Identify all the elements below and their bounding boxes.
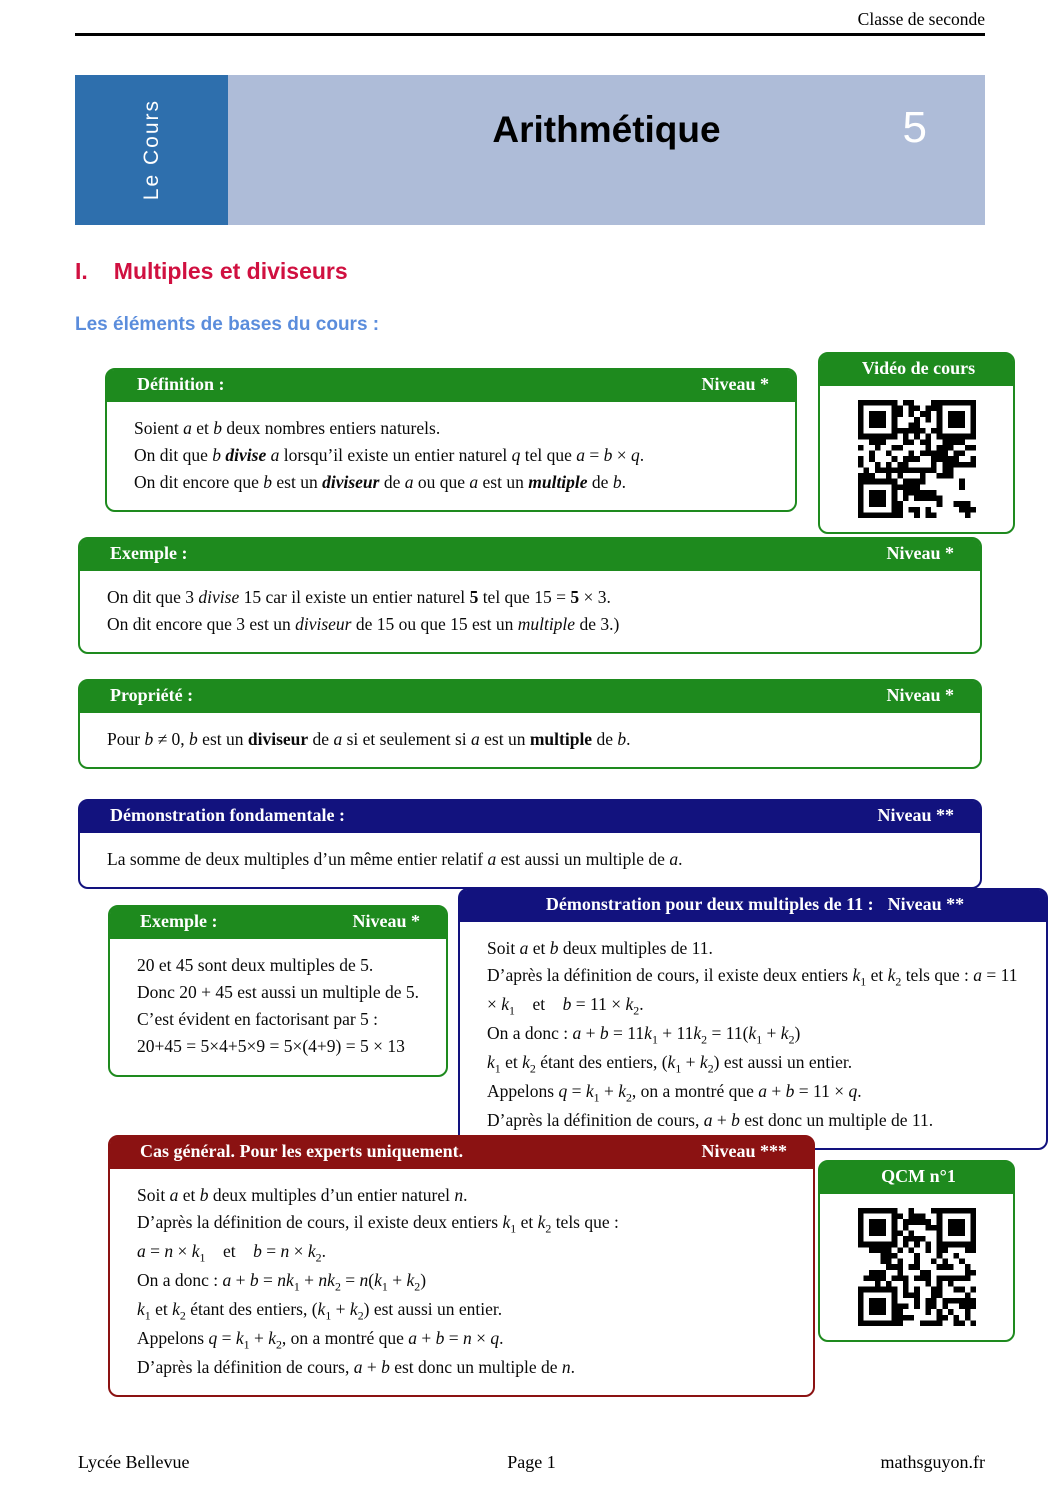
general-case-header xyxy=(110,1137,813,1171)
qcm-box-body xyxy=(820,1196,1013,1340)
subsection-heading: Les éléments de bases du cours : xyxy=(75,314,380,335)
class-label: Classe de seconde xyxy=(857,9,985,29)
text-line: C’est évident en factorisant par 5 : xyxy=(137,1009,379,1030)
box-title: Démonstration pour deux multiples de 11 : xyxy=(545,894,874,914)
general-case-box xyxy=(108,1135,815,1397)
text-line: On dit encore que b est un diviseur de a ou que a est un multiple de b. xyxy=(134,472,626,493)
page-number: Page 1 xyxy=(507,1452,556,1472)
header-rule xyxy=(75,33,985,36)
level-badge: Niveau *** xyxy=(701,1141,787,1161)
level-badge: Niveau ** xyxy=(887,894,965,914)
text-line: D’après la définition de cours, a + b est donc un multiple de 11. xyxy=(487,1109,934,1130)
text-line: $a = n \times k_1$ et $b = n \times k_2$. xyxy=(137,1241,326,1265)
chapter-title: Arithmétique xyxy=(492,109,721,150)
example2-box-body xyxy=(110,941,446,1075)
example-box-body xyxy=(80,573,980,652)
level-badge: Niveau ** xyxy=(877,805,954,825)
text-line: Pour b ≠ 0, b est un diviseur de a si et seulement si a est un multiple de b. xyxy=(107,729,631,749)
video-box xyxy=(818,352,1015,534)
box-title: QCM n°1 xyxy=(881,1166,956,1186)
footer-school: Lycée Bellevue xyxy=(78,1452,190,1472)
example2-box xyxy=(108,905,448,1077)
section-heading xyxy=(75,258,348,285)
video-box-body xyxy=(820,388,1013,532)
video-box-header xyxy=(820,354,1013,388)
text-line: On dit que 3 divise 15 car il existe un entier naturel 5 tel que 15 = 5 × 3. xyxy=(107,587,611,607)
box-title: Vidéo de cours xyxy=(861,358,976,378)
section-title-text: Multiples et diviseurs xyxy=(113,258,348,284)
banner-tab-label: Le Cours xyxy=(139,99,163,201)
text-line: 20+45 = 5×4+5×9 = 5×(4+9) = 5 × 13 xyxy=(137,1036,405,1057)
text-line: D’après la définition de cours, il existe deux entiers $k_1$ et $k_2$ tels que : $a = 11 \times k_1$ et $b = 11 \times k_2$. xyxy=(487,965,1018,1018)
text-line: Appelons $q = k_1 + k_2$, on a montré que a + b = 11 × q. xyxy=(487,1080,862,1105)
box-title: Exemple : xyxy=(110,543,188,563)
section-numeral: I. xyxy=(75,258,88,284)
property-box-header xyxy=(80,681,980,715)
property-box xyxy=(78,679,982,769)
qcm-box-header xyxy=(820,1162,1013,1196)
text-line: Donc 20 + 45 est aussi un multiple de 5. xyxy=(137,982,420,1003)
definition-box-body xyxy=(107,404,795,510)
text-line: On dit encore que 3 est un diviseur de 15 ou que 15 est un multiple de 3.) xyxy=(107,614,620,635)
general-case-body xyxy=(110,1171,813,1395)
text-line: $k_1$ et $k_2$ étant des entiers, $(k_1 + k_2)$ est aussi un entier. xyxy=(137,1298,503,1323)
qcm-box xyxy=(818,1160,1015,1342)
text-line: On a donc : $a + b = 11k_1 + 11k_2 = 11(k_1 + k_2)$ xyxy=(487,1023,801,1047)
text-line: On dit que b divise a lorsqu’il existe un entier naturel q tel que a = b × q. xyxy=(134,445,645,466)
video-qr-code[interactable] xyxy=(858,400,976,518)
footer-website: mathsguyon.fr xyxy=(880,1452,985,1472)
qcm-qr-code[interactable] xyxy=(858,1208,976,1326)
text-line: Soit a et b deux multiples d’un entier naturel n. xyxy=(137,1185,468,1205)
example-box xyxy=(78,537,982,654)
chapter-banner xyxy=(75,75,985,225)
demo-multiples-11-box xyxy=(458,888,1048,1150)
level-badge: Niveau * xyxy=(886,543,954,563)
text-line: 20 et 45 sont deux multiples de 5. xyxy=(137,955,374,975)
box-title: Démonstration fondamentale : xyxy=(110,805,345,825)
box-title: Propriété : xyxy=(110,685,194,705)
fundamental-demo-body xyxy=(80,835,980,887)
text-line: D’après la définition de cours, il existe deux entiers $k_1$ et $k_2$ tels que : xyxy=(137,1212,619,1236)
definition-box xyxy=(105,368,797,512)
banner-side-tab xyxy=(75,75,228,225)
box-title: Exemple : xyxy=(140,911,218,931)
text-line: $k_1$ et $k_2$ étant des entiers, $(k_1 + k_2)$ est aussi un entier. xyxy=(487,1051,853,1076)
fundamental-demo-header xyxy=(80,801,980,835)
demo-multiples-11-body xyxy=(460,924,1046,1148)
text-line: Soient a et b deux nombres entiers naturels. xyxy=(134,418,441,438)
level-badge: Niveau * xyxy=(886,685,954,705)
chapter-number: 5 xyxy=(902,103,927,152)
fundamental-demo-box xyxy=(78,799,982,889)
text-line: On a donc : $a + b = nk_1 + nk_2 = n(k_1 + k_2)$ xyxy=(137,1270,427,1294)
text-line: La somme de deux multiples d’un même entier relatif a est aussi un multiple de a. xyxy=(107,849,683,869)
text-line: D’après la définition de cours, a + b est donc un multiple de n. xyxy=(137,1356,576,1377)
box-title: Cas général. Pour les experts uniquement. xyxy=(140,1141,464,1161)
text-line: Soit a et b deux multiples de 11. xyxy=(487,938,713,958)
definition-box-header xyxy=(107,370,795,404)
demo-multiples-11-header xyxy=(460,890,1046,924)
level-badge: Niveau * xyxy=(701,374,769,394)
level-badge: Niveau * xyxy=(352,911,420,931)
banner-main xyxy=(228,75,985,225)
page-footer xyxy=(78,1452,985,1473)
box-title: Définition : xyxy=(137,374,225,394)
text-line: Appelons $q = k_1 + k_2$, on a montré que a + b = n × q. xyxy=(137,1327,504,1352)
example2-box-header xyxy=(110,907,446,941)
property-box-body xyxy=(80,715,980,767)
example-box-header xyxy=(80,539,980,573)
